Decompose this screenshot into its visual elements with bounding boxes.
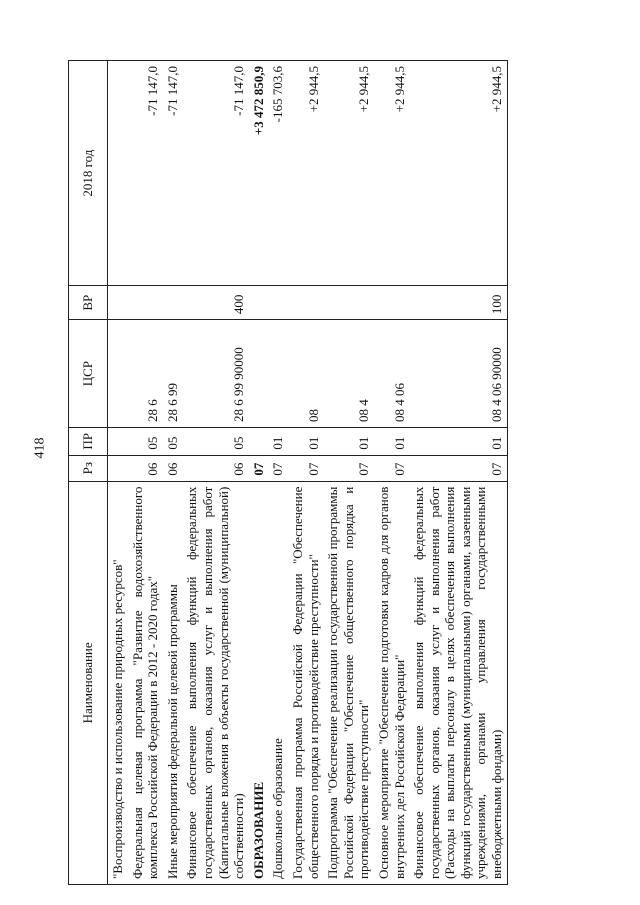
row-vr <box>374 286 409 320</box>
header-pr: ПР <box>69 428 108 456</box>
row-pr: 01 <box>374 428 409 456</box>
row-rz <box>108 455 128 481</box>
table-row <box>323 61 374 885</box>
row-csr: 08 4 <box>323 320 374 428</box>
row-csr: 08 4 06 90000 <box>409 320 507 428</box>
row-rz: 06 <box>128 455 163 481</box>
row-name: Финансовое обеспечение выполнения функций федеральных государственных органов, оказания услуг и выполнения работ (Расходы на выплаты персоналу в целях обеспечения выполнения функций государственными (муниципальными) органами, казенными учреждениями, органами управления государственными внебюджетными фондами) <box>409 481 507 884</box>
row-csr: 28 6 99 90000 <box>182 320 248 428</box>
row-pr: 01 <box>288 428 323 456</box>
row-vr <box>128 286 163 320</box>
row-csr: 28 6 99 <box>163 320 183 428</box>
row-sum: +3 472 850,9 <box>249 61 269 286</box>
row-sum: -71 147,0 <box>182 61 248 286</box>
row-pr: 01 <box>323 428 374 456</box>
row-rz: 07 <box>249 455 269 481</box>
table-row <box>108 61 128 885</box>
page-number: 418 <box>32 437 48 459</box>
row-name: Подпрограмма "Обеспечение реализации государственной программы Российской Федерации "Обеспечение общественного порядка и противодействие преступности" <box>323 481 374 884</box>
row-rz: 07 <box>409 455 507 481</box>
table-row <box>163 61 183 885</box>
row-sum: -71 147,0 <box>128 61 163 286</box>
header-csr: ЦСР <box>69 320 108 428</box>
row-name: Государственная программа Российской Федерации "Обеспечение общественного порядка и противодействие преступности" <box>288 481 323 884</box>
table-row <box>249 61 269 885</box>
row-rz: 06 <box>163 455 183 481</box>
table-body <box>108 61 508 885</box>
row-name: Федеральная целевая программа "Развитие водохозяйственного комплекса Российской Федерации в 2012 - 2020 годах" <box>128 481 163 884</box>
table-row <box>374 61 409 885</box>
table-row <box>128 61 163 885</box>
row-rz: 07 <box>288 455 323 481</box>
header-year: 2018 год <box>69 61 108 286</box>
row-pr: 01 <box>268 428 288 456</box>
row-pr: 05 <box>163 428 183 456</box>
row-csr: 08 <box>288 320 323 428</box>
row-csr <box>268 320 288 428</box>
row-vr <box>323 286 374 320</box>
row-vr: 100 <box>409 286 507 320</box>
header-rz: Рз <box>69 455 108 481</box>
row-vr <box>268 286 288 320</box>
row-pr <box>108 428 128 456</box>
row-name: Иные мероприятия федеральной целевой программы <box>163 481 183 884</box>
row-rz: 07 <box>374 455 409 481</box>
row-csr <box>249 320 269 428</box>
row-sum: +2 944,5 <box>409 61 507 286</box>
table-row <box>268 61 288 885</box>
row-csr: 28 6 <box>128 320 163 428</box>
row-pr: 05 <box>128 428 163 456</box>
row-name: ОБРАЗОВАНИЕ <box>249 481 269 884</box>
row-sum: +2 944,5 <box>374 61 409 286</box>
table-row <box>288 61 323 885</box>
row-sum: -71 147,0 <box>163 61 183 286</box>
row-vr <box>288 286 323 320</box>
row-rz: 07 <box>323 455 374 481</box>
row-rz: 07 <box>268 455 288 481</box>
row-name: Основное мероприятие "Обеспечение подготовки кадров для органов внутренних дел Российской Федерации" <box>374 481 409 884</box>
table-header-row <box>69 61 108 885</box>
row-pr <box>249 428 269 456</box>
row-sum: +2 944,5 <box>288 61 323 286</box>
row-csr: 08 4 06 <box>374 320 409 428</box>
rotated-page <box>68 60 608 885</box>
row-vr: 400 <box>182 286 248 320</box>
header-vr: ВР <box>69 286 108 320</box>
row-sum: -165 703,6 <box>268 61 288 286</box>
row-sum <box>108 61 128 286</box>
row-vr <box>249 286 269 320</box>
row-vr <box>163 286 183 320</box>
header-name: Наименование <box>69 481 108 884</box>
budget-table <box>68 60 508 885</box>
table-row <box>182 61 248 885</box>
row-csr <box>108 320 128 428</box>
row-pr: 01 <box>409 428 507 456</box>
table-row <box>409 61 507 885</box>
row-pr: 05 <box>182 428 248 456</box>
row-vr <box>108 286 128 320</box>
row-sum: +2 944,5 <box>323 61 374 286</box>
row-name: Дошкольное образование <box>268 481 288 884</box>
row-rz: 06 <box>182 455 248 481</box>
row-name: "Воспроизводство и использование природных ресурсов" <box>108 481 128 884</box>
row-name: Финансовое обеспечение выполнения функций федеральных государственных органов, оказания услуг и выполнения работ (Капитальные вложения в объекты государственной (муниципальной) собственности) <box>182 481 248 884</box>
